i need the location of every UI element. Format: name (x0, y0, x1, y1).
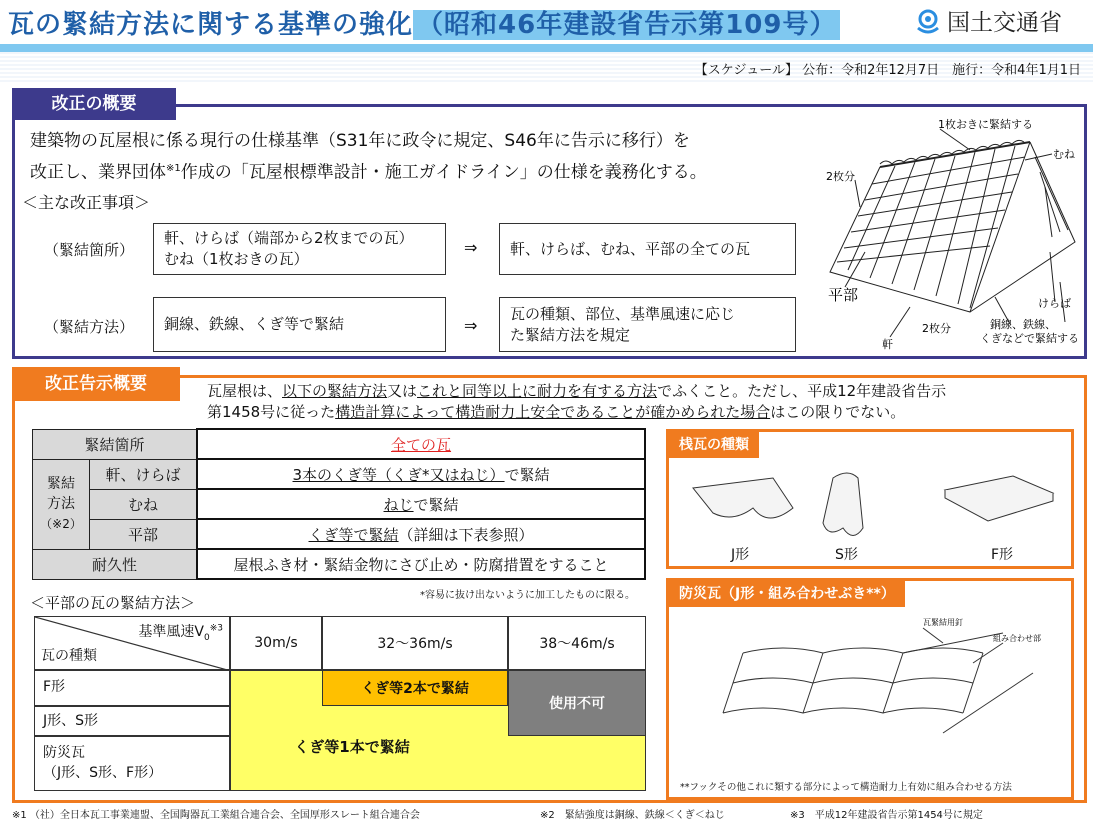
value-mune: ねじで緊結 (197, 489, 645, 519)
bousai-note: **フックその他これに類する部分によって構造耐力上有効に組み合わせる方法 (680, 782, 1012, 793)
roof-label-2mai-1: 2枚分 (826, 170, 855, 183)
roof-label-2mai-2: 2枚分 (922, 322, 951, 335)
overview-tab: 改正の概要 (12, 88, 176, 120)
tile-types-tab: 桟瓦の種類 (669, 432, 759, 458)
mlit-logo-icon (915, 8, 941, 34)
value-noki-keraba: 3本のくぎ等（くぎ*又はねじ）で緊結 (197, 459, 645, 489)
roof-label-wire-1: 銅線、鉄線、 (990, 318, 1056, 331)
part-noki-keraba: 軒、けらば (90, 459, 198, 489)
after-method-line2: た緊結方法を規定 (510, 325, 631, 344)
row-label-method: （緊結方法） (44, 318, 135, 336)
row-label-place: （緊結箇所） (44, 241, 135, 259)
before-method-box (153, 297, 446, 352)
cell-kugi-1: くぎ等1本で緊結 (294, 738, 410, 756)
row-f: F形 (34, 670, 230, 706)
corner-tile-type: 瓦の種類 (41, 648, 97, 664)
notice-rule: 瓦屋根は、以下の緊結方法又はこれと同等以上に耐力を有する方法でふくこと。ただし、平成12年建設省告示 第1458号に従った構造計算によって構造耐力上安全であることが確かめられた場合はこの限りでない。 (207, 382, 947, 421)
footnote-2: ※2 緊結強度は銅線、鉄線＜くぎ＜ねじ (540, 810, 725, 821)
nail-note: *容易に抜け出ないように加工したものに限る。 (420, 590, 635, 601)
after-place-line1: 軒、けらば、むね、平部の全ての瓦 (510, 239, 751, 258)
roof-label-hirabu: 平部 (828, 286, 859, 304)
after-method-box (499, 297, 796, 352)
page-subtitle: （昭和46年建設省告示第109号） (413, 10, 840, 40)
arrow-icon: ⇒ (464, 316, 478, 335)
overview-intro (30, 127, 820, 187)
before-place-line1: 軒、けらば（端部から2枚までの瓦） (164, 229, 414, 247)
after-place-box (499, 223, 796, 275)
part-mune: むね (90, 489, 198, 519)
roof-label-wire-2: くぎなどで緊結する (980, 332, 1079, 345)
tiled-roof-illustration (820, 112, 1082, 352)
label-join: 組み合わせ部 (993, 634, 1041, 643)
corner-cell (34, 616, 230, 670)
page-title: 瓦の緊結方法に関する基準の強化 （昭和46年建設省告示第109号） (8, 4, 840, 41)
arrow-icon: ⇒ (464, 238, 478, 257)
main-changes-heading: ＜主な改正事項＞ (22, 193, 151, 212)
roof-label-keraba: けらば (1038, 297, 1071, 310)
cell-unusable: 使用不可 (508, 670, 646, 736)
intro-line-2: 改正し、業界団体$^{※1}$作成の「瓦屋根標準設計・施工ガイドライン」の仕様を義務化する。 (30, 162, 707, 183)
bousai-tile-panel (666, 578, 1074, 800)
col-32-36: 32～36m/s (322, 616, 508, 670)
place-value: 全ての瓦 (197, 429, 645, 459)
durability-value: 屋根ふき材・緊結金物にさび止め・防腐措置をすること (197, 549, 645, 579)
schedule-text: 【スケジュール】 公布：令和2年12月7日 施行：令和4年1月1日 (694, 63, 1081, 78)
label-nail: 瓦緊結用釘 (923, 618, 963, 627)
plain-area-heading: ＜平部の瓦の緊結方法＞ (30, 594, 196, 612)
mlit-logo (915, 4, 1062, 37)
durability-head: 耐久性 (33, 549, 198, 579)
before-place-line2: むね（1枚おきの瓦） (164, 250, 309, 268)
roof-label-mune: むね (1053, 148, 1075, 161)
logo-text: 国土交通省 (947, 10, 1062, 36)
col-38-46: 38～46m/s (508, 616, 646, 670)
col-30: 30m/s (230, 616, 322, 670)
tile-label-f: F形 (991, 547, 1014, 563)
before-method-line1: 銅線、鉄線、くぎ等で緊結 (164, 315, 345, 333)
tile-label-j: J形 (731, 547, 750, 563)
cell-kugi-2: くぎ等2本で緊結 (322, 670, 508, 706)
footnote-1: ※1 （社）全日本瓦工事業連盟、全国陶器瓦工業組合連合会、全国厚形スレート組合連合会 (12, 810, 420, 821)
intro-line-1: 建築物の瓦屋根に係る現行の仕様基準（S31年に政令に規定、S46年に告示に移行）を (30, 131, 690, 151)
after-method-line1: 瓦の種類、部位、基準風速に応じ (510, 304, 736, 323)
value-hirabu: くぎ等で緊結（詳細は下表参照） (197, 519, 645, 549)
roof-label-noki: 軒 (882, 338, 893, 351)
footnote-3: ※3 平成12年建設省告示第1454号に規定 (790, 810, 983, 821)
tile-types-panel (666, 429, 1074, 569)
row-js: J形、S形 (34, 706, 230, 736)
footnote-ref-1: ※1 (166, 163, 181, 174)
bousai-illustration (673, 613, 1073, 773)
method-head: 緊結 方法 （※2） (33, 459, 90, 549)
place-head: 緊結箇所 (33, 429, 198, 459)
row-bousai: 防災瓦 （J形、S形、F形） (34, 736, 230, 791)
part-hirabu: 平部 (90, 519, 198, 549)
before-place-box (153, 223, 446, 275)
tile-types-illustration (673, 468, 1073, 548)
header-band (0, 44, 1093, 52)
tile-label-s: S形 (835, 547, 858, 563)
notice-tab: 改正告示概要 (12, 367, 180, 401)
corner-wind: 基準風速$V_0^{※3}$ (138, 623, 223, 643)
fastening-table (32, 428, 646, 580)
roof-label-top: 1枚おきに緊結する (938, 118, 1033, 131)
bousai-tab: 防災瓦（J形・組み合わせぶき**） (669, 581, 905, 607)
